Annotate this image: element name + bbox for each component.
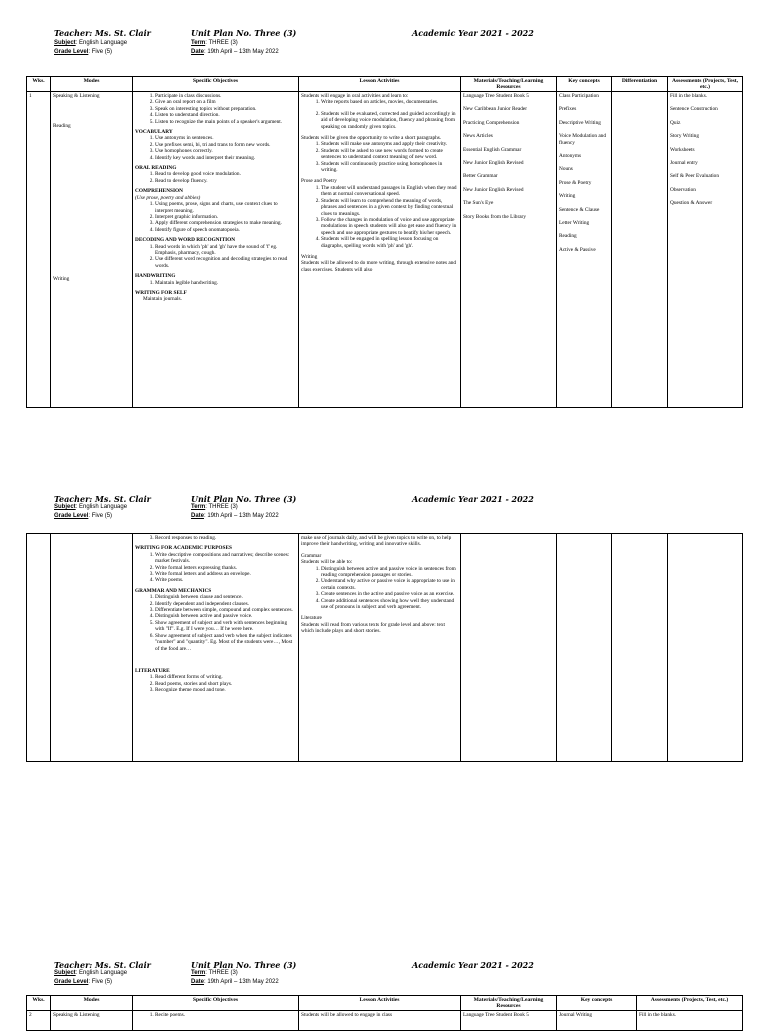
list-item: 4. Create additional sentences showing how well they understand use of pronouns in subject and verb agreement.: [321, 598, 458, 611]
mode-item: Reading: [53, 123, 71, 130]
grammar-activity-intro: Students will be able to:: [301, 559, 353, 566]
list-item: New Junior English Revised: [463, 186, 524, 193]
week-cell: 1: [27, 92, 51, 408]
grammar-activity-heading: Grammar: [301, 552, 322, 559]
general-objectives: [135, 93, 296, 125]
list-item: 4. Write poems.: [155, 577, 296, 583]
list-item: Self & Peer Evaluation: [670, 173, 719, 180]
page1-header: [0, 26, 768, 70]
list-item: 5. Show agreement of subject and verb with sentences beginning with "If". E.g. If I were you… If he were here.: [155, 620, 296, 633]
activity-list: [301, 111, 458, 130]
vocabulary-heading: VOCABULARY: [135, 129, 173, 136]
list-item: Prose & Poetry: [559, 179, 592, 186]
grade-line: Grade Level: Five (5): [54, 49, 113, 55]
col-modes: Modes: [51, 77, 133, 92]
list-item: 2. Read poems, stories and short plays.: [155, 681, 296, 687]
list-item: Writing: [559, 193, 576, 200]
list-item: Antonyms: [559, 153, 582, 160]
list-item: 3. Record responses to reading.: [155, 535, 296, 541]
list-item: Voice Modulation and fluency: [559, 133, 606, 146]
prose-list: [301, 185, 458, 249]
grammar-heading: GRAMMAR AND MECHANICS: [135, 587, 212, 594]
modes-cell: Speaking & Listening: [51, 1011, 133, 1031]
list-item: 3. Recognize theme mood and tone.: [155, 687, 296, 693]
record-list: [135, 535, 296, 541]
col-materials: Materials/Teaching/Learning Resources: [461, 77, 557, 92]
list-item: 4. Distinguish between active and passive voice.: [155, 613, 296, 619]
materials-cell: [461, 92, 557, 408]
list-item: Better Grammar: [463, 173, 498, 180]
list-item: 2. Write formal letters expressing thanks.: [155, 565, 296, 571]
activities-cell: [299, 92, 461, 408]
page3-plan-table: [26, 995, 743, 1031]
list-item: New Junior English Revised: [463, 160, 524, 167]
list-item: 2. Give an oral report on a film: [155, 99, 296, 105]
list-item: Nouns: [559, 166, 573, 173]
list-item: 2. Understand why active or passive voice is appropriate to use in certain contexts.: [321, 578, 458, 591]
list-item: 2. Students will learn to comprehend the meaning of words, phrases and sentences in a given context by finding contextual clues to meanings.: [321, 198, 458, 217]
list-item: 4. Students will be engaged in spelling lesson focusing on diagraphs, spelling words with 'ph' and 'gh'.: [321, 236, 458, 249]
list-item: 1. Students will make use antonyms and apply their creativity.: [321, 141, 458, 147]
page2-plan-table: [26, 533, 743, 762]
activity-vocab-list: [301, 141, 458, 173]
objectives-cell: [133, 534, 299, 762]
academic-list: [135, 552, 296, 584]
list-item: 1. Write descriptive compositions and narratives; describe scenes: market festivals.: [155, 552, 296, 565]
activity-vocab-intro: Students will be given the opportunity to write a short paragraphs.: [301, 135, 442, 142]
list-item: Story Books from the Library: [463, 213, 526, 220]
term-line: Term: THREE (3): [191, 970, 238, 976]
col-assessments: Assessments (Projects, Test, etc.): [668, 77, 743, 92]
materials-cell: [461, 534, 557, 762]
unit-title: Unit Plan No. Three (3): [191, 494, 297, 504]
list-item: 3. Use homophones correctly.: [155, 148, 296, 154]
mode-item: Speaking & Listening: [53, 93, 100, 99]
col-assessments: Assessments (Projects, Test, etc.): [637, 996, 743, 1011]
list-item: Sentence & Clause: [559, 206, 600, 213]
list-item: 1. Recite poems.: [155, 1012, 296, 1018]
modes-cell: [51, 92, 133, 408]
list-item: 1. Read to develop good voice modulation.: [155, 171, 296, 177]
list-item: Essential English Grammar: [463, 146, 522, 153]
unit-title: Unit Plan No. Three (3): [191, 28, 297, 38]
teacher-title: Teacher: Ms. St. Clair: [54, 494, 151, 504]
grammar-list: [135, 594, 296, 652]
col-differentiation: Differentiation: [612, 77, 668, 92]
list-item: 1. Maintain legible handwriting.: [155, 280, 296, 286]
numbered-list: [135, 1012, 296, 1018]
subject-line: Subject: English Language: [54, 504, 128, 510]
handwriting-heading: HANDWRITING: [135, 273, 176, 280]
literature-activity-text: Students will read from various texts for grade level and above: text which include plays and short stories.: [301, 621, 446, 635]
list-item: Sentence Construction: [670, 106, 718, 113]
journal-text: make use of journals daily, and will be given topics to write on, to help improve their handwriting, writing and innovative skills.: [301, 535, 452, 548]
vocabulary-list: [135, 135, 296, 161]
list-item: The Sun's Eye: [463, 200, 494, 207]
academic-year: Academic Year 2021 - 2022: [412, 494, 534, 504]
handwriting-list: [135, 280, 296, 286]
concepts-cell: [557, 534, 612, 762]
list-item: Prefixes: [559, 106, 577, 113]
list-item: Practicing Comprehension: [463, 119, 520, 126]
list-item: Observation: [670, 186, 696, 193]
list-item: Quiz: [670, 119, 681, 126]
col-activities: Lesson Activities: [299, 77, 461, 92]
list-item: 6. Show agreement of subject aand verb when the subject indicates "number" and "quantity". Eg. Most of the students were…, Most of the food are…: [155, 633, 296, 652]
list-item: 1. Write reports based on articles, movies, documentaries.: [321, 99, 458, 105]
list-item: 3. Speak on interesting topics without preparation.: [155, 106, 296, 112]
writing-text: Students will be allowed to do more writing, through extensive notes and class exercises. Students will also: [301, 260, 457, 273]
list-item: 1. The student will understand passages in English when they read them at normal conversational speed.: [321, 185, 458, 198]
list-item: News Articles: [463, 133, 493, 140]
list-item: 1. Distinguish between clause and sentence.: [155, 594, 296, 600]
differentiation-cell: [612, 534, 668, 762]
list-item: 3. Students will continuously practice using homophones in writing.: [321, 161, 458, 174]
list-item: 1. Read different forms of writing.: [155, 674, 296, 680]
academic-year: Academic Year 2021 - 2022: [412, 960, 534, 970]
prose-heading: Prose and Poetry: [301, 178, 337, 185]
term-line: Term: THREE (3): [191, 40, 238, 46]
writing-self-text: Maintain journals.: [143, 296, 182, 303]
list-item: 1. Distinguish between active and passive voice in sentences from reading comprehension passages or stories.: [321, 566, 458, 579]
date-line: Date: 19th April – 13th May 2022: [191, 49, 279, 55]
comprehension-heading: COMPREHENSION: [135, 188, 183, 195]
teacher-title: Teacher: Ms. St. Clair: [54, 28, 151, 38]
comprehension-note: (Use prose, poetry and abbies): [135, 194, 201, 201]
col-concepts: Key concepts: [557, 996, 637, 1011]
list-item: Descriptive Writing: [559, 119, 601, 126]
literature-heading: LITERATURE: [135, 667, 170, 674]
list-item: 3. Differentiate between simple, compound and complex sentences.: [155, 607, 296, 613]
list-item: 1. Use antonyms in sentences.: [155, 135, 296, 141]
col-activities: Lesson Activities: [299, 996, 461, 1011]
writing-self-heading: WRITING FOR SELF: [135, 289, 187, 296]
objectives-cell: [133, 1011, 299, 1031]
oral-reading-list: [135, 171, 296, 184]
col-modes: Modes: [51, 996, 133, 1011]
date-line: Date: 19th April – 13th May 2022: [191, 979, 279, 985]
activities-cell: Students will be allowed to engage in class: [299, 1011, 461, 1031]
assessments-cell: Fill in the blanks.: [637, 1011, 743, 1031]
literature-activity-heading: Literature: [301, 615, 322, 622]
list-item: 5. Listen to recognize the main points of a speaker's argument.: [155, 119, 296, 125]
list-item: 3. Apply different comprehension strategies to make meaning.: [155, 220, 296, 226]
col-objectives: Specific Objectives: [133, 77, 299, 92]
col-objectives: Specific Objectives: [133, 996, 299, 1011]
list-item: 4. Identify key words and interpret their meaning.: [155, 155, 296, 161]
subject-line: Subject: English Language: [54, 40, 128, 46]
decoding-list: [135, 244, 296, 270]
comprehension-list: [135, 201, 296, 233]
page1-plan-table: [26, 76, 743, 408]
activity-intro: Students will engage in oral activities and learn to:: [301, 93, 409, 99]
page2-header: [0, 492, 768, 536]
activity-list: [301, 99, 458, 105]
academic-heading: WRITING FOR ACADEMIC PURPOSES: [135, 545, 232, 552]
list-item: 2. Read to develop fluency.: [155, 178, 296, 184]
unit-title: Unit Plan No. Three (3): [191, 960, 297, 970]
list-item: 4. Identify figure of speech onomatopoeia.: [155, 227, 296, 233]
list-item: 3. Create sentences in the active and passive voice as an exercise.: [321, 591, 458, 597]
date-line: Date: 19th April – 13th May 2022: [191, 513, 279, 519]
grammar-activity-list: [301, 566, 458, 611]
col-wks: Wks.: [27, 996, 51, 1011]
list-item: 1. Participate in class discussions.: [155, 93, 296, 99]
list-item: 2. Interpret graphic information.: [155, 214, 296, 220]
writing-heading: Writing: [301, 253, 318, 260]
list-item: Journal entry: [670, 160, 698, 167]
list-item: 2. Use prefixes semi, bi, tri and trans to form new words.: [155, 142, 296, 148]
literature-list: [135, 674, 296, 693]
list-item: 3. Follow the changes in modulation of voice and use appropriate modulations in speech students will also get ease and fluency in speech and use appropriate gestures to beatify his/her speech.: [321, 217, 458, 236]
mode-item: Writing: [53, 275, 70, 282]
col-wks: Wks.: [27, 77, 51, 92]
list-item: 1. Using poems, prose, signs and charts, use context clues to interpret meaning.: [155, 201, 296, 214]
grade-line: Grade Level: Five (5): [54, 513, 113, 519]
list-item: Fill in the blanks.: [670, 93, 708, 99]
list-item: 2. Students will be asked to use new words formed to create sentences to understand context meaning of new word.: [321, 148, 458, 161]
list-item: Question & Answer: [670, 200, 713, 207]
activities-cell: [299, 534, 461, 762]
academic-year: Academic Year 2021 - 2022: [412, 28, 534, 38]
assessments-cell: [668, 92, 743, 408]
list-item: Letter Writing: [559, 220, 590, 227]
list-item: New Caribbean Junior Reader: [463, 106, 527, 113]
list-item: 1. Read words in which 'ph' and 'gh' have the sound of 'f' eg. Emphasis, pharmacy, cough.: [155, 244, 296, 257]
concepts-cell: [557, 92, 612, 408]
list-item: Reading: [559, 233, 577, 240]
concepts-cell: Journal Writing: [557, 1011, 637, 1031]
assessments-cell: [668, 534, 743, 762]
list-item: 4. Listen to understand direction.: [155, 112, 296, 118]
list-item: Class Participation: [559, 93, 599, 99]
objectives-cell: [133, 92, 299, 408]
grade-line: Grade Level: Five (5): [54, 979, 113, 985]
list-item: 3. Write formal letters and address an envelope.: [155, 571, 296, 577]
subject-line: Subject: English Language: [54, 970, 128, 976]
list-item: Worksheets: [670, 146, 695, 153]
col-materials: Materials/Teaching/Learning Resources: [461, 996, 557, 1011]
list-item: 2. Identify dependent and independent clauses.: [155, 601, 296, 607]
oral-reading-heading: ORAL READING: [135, 165, 177, 172]
week-cell: 2: [27, 1011, 51, 1031]
modes-cell: [51, 534, 133, 762]
materials-cell: Language Tree Student Book 5: [461, 1011, 557, 1031]
col-concepts: Key concepts: [557, 77, 612, 92]
teacher-title: Teacher: Ms. St. Clair: [54, 960, 151, 970]
decoding-heading: DECODING AND WORD RECOGNITION: [135, 237, 236, 244]
list-item: Active & Passive: [559, 246, 596, 253]
term-line: Term: THREE (3): [191, 504, 238, 510]
list-item: 2. Students will be evaluated, corrected and guided accordingly in aid of developing voice modulation, fluency and phrasing from speaking on randomly given topics.: [321, 111, 458, 130]
list-item: 2. Use different word recognition and decoding strategies to read words.: [155, 256, 296, 269]
list-item: Language Tree Student Book 5: [463, 93, 529, 99]
differentiation-cell: [612, 92, 668, 408]
week-cell: [27, 534, 51, 762]
list-item: Story Writing: [670, 133, 699, 140]
